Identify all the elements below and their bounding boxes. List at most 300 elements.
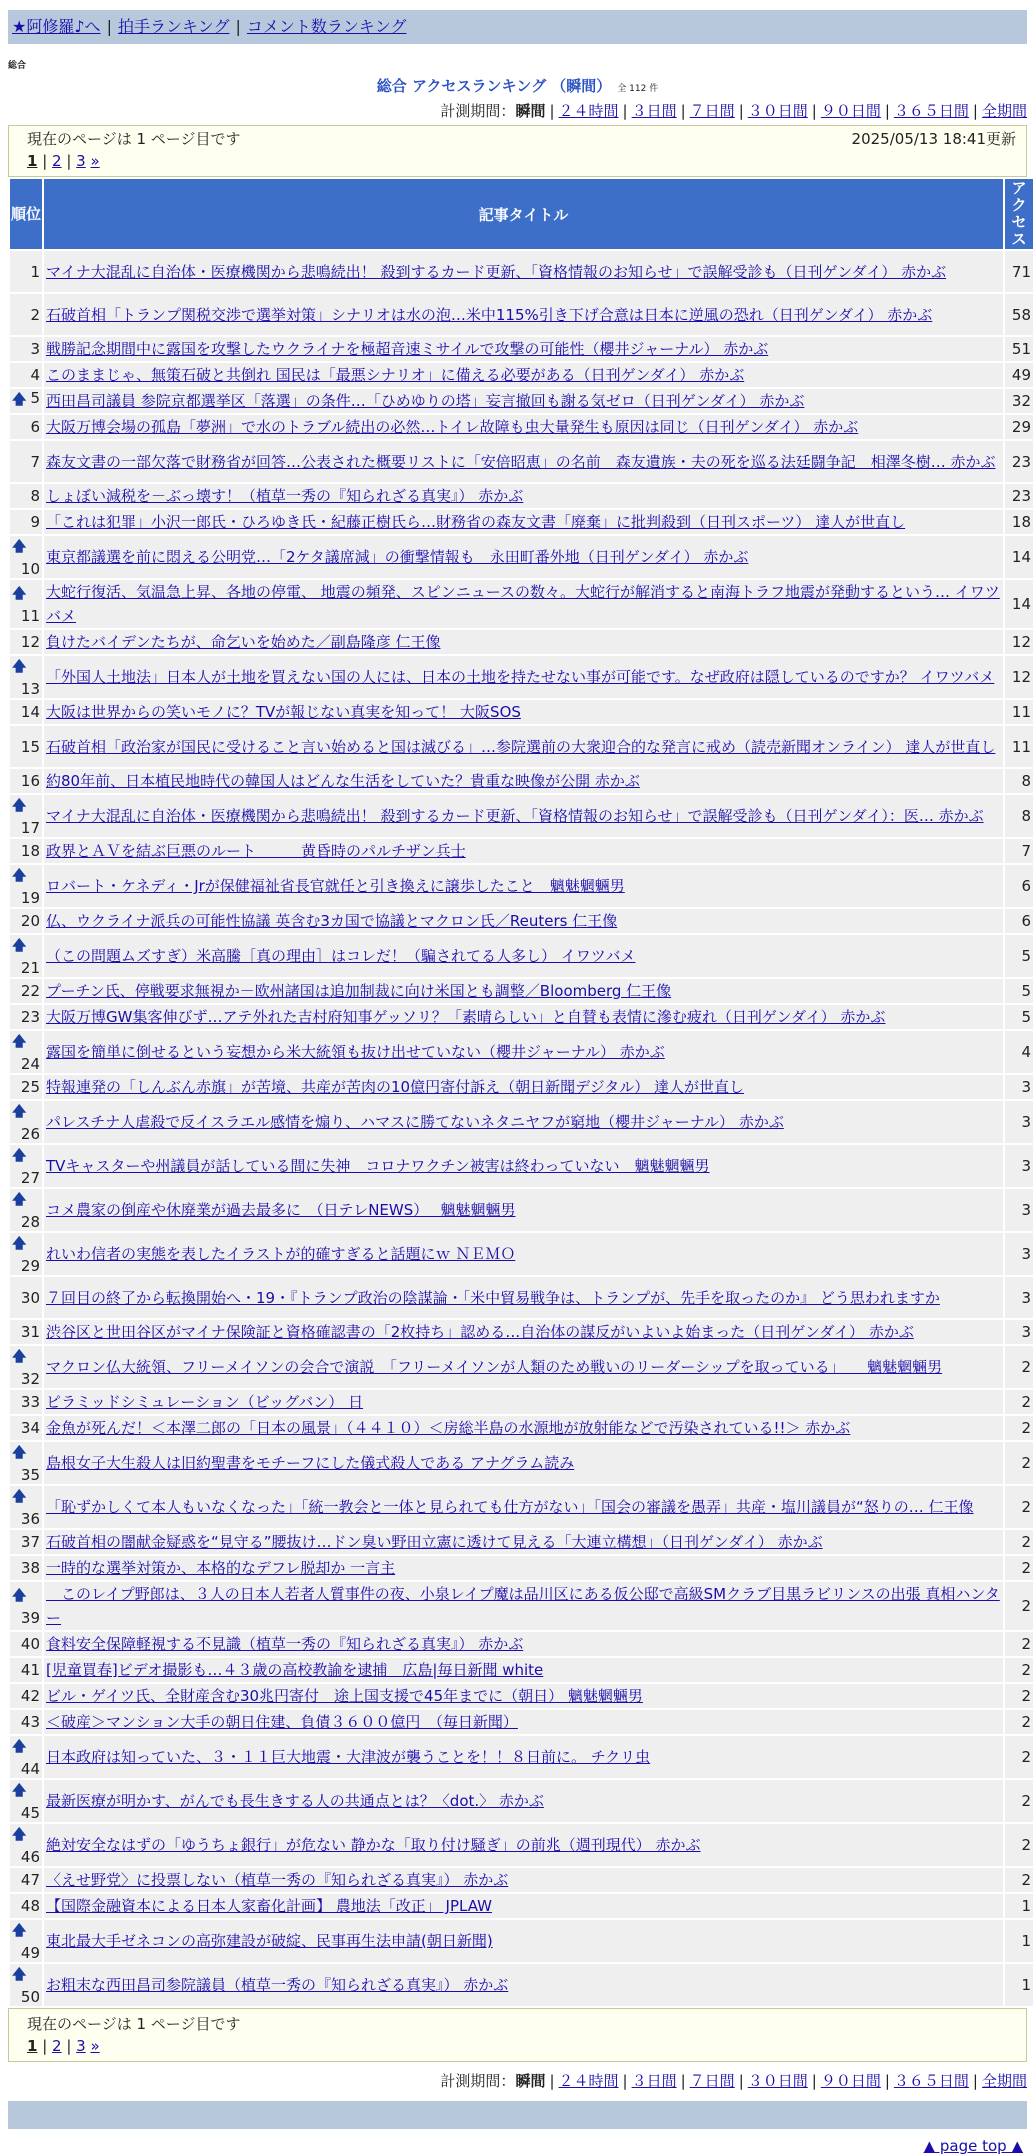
- rank-number: 26: [20, 1125, 40, 1143]
- rank-number: 40: [20, 1635, 40, 1653]
- rank-cell: [10, 1824, 42, 1866]
- rank-up-arrow-icon: 🡅: [12, 938, 27, 954]
- rank-up-arrow-icon: 🡅: [12, 586, 27, 602]
- table-row: [10, 484, 1033, 508]
- article-link[interactable]: コメ農家の倒産や休廃業が過去最多に （日テレNEWS） 魑魅魍魎男: [46, 1201, 516, 1219]
- article-link[interactable]: 日本政府は知っていた、３・１１巨大地震・大津波が襲うことを！！８日前に。 チクリ虫: [46, 1748, 651, 1766]
- article-link[interactable]: マイナ大混乱に自治体・医療機関から悲鳴続出！ 殺到するカード更新、「資格情報のお知らせ」で誤解受診も（日刊ゲンダイ）：医… 赤かぶ: [46, 807, 984, 825]
- article-link[interactable]: 大蛇行復活、気温急上昇、各地の停電、 地震の頻発、スピンニュースの数々。大蛇行が解消すると南海トラフ地震が発動するという… イワツバメ: [46, 583, 1000, 625]
- rank-number: 2: [30, 305, 40, 324]
- table-row: [10, 363, 1033, 387]
- rank-up-arrow-icon: 🡅: [12, 1445, 27, 1461]
- rank-number: 27: [20, 1169, 40, 1187]
- period-option-link[interactable]: ３０日間: [747, 102, 808, 120]
- rank-cell: [10, 1277, 42, 1318]
- rank-cell: [10, 1320, 42, 1344]
- table-row: [10, 839, 1033, 863]
- comment-ranking-link[interactable]: コメント数ランキング: [246, 17, 407, 36]
- table-row: [10, 726, 1033, 767]
- article-link[interactable]: 〈えせ野党〉に投票しない（植草一秀の『知られざる真実』） 赤かぶ: [46, 1871, 509, 1889]
- page-top-row: [0, 2137, 1023, 2155]
- access-count: 5: [1005, 1005, 1033, 1029]
- article-link[interactable]: ビル・ゲイツ氏、全財産含む30兆円寄付 途上国支援で45年までに（朝日） 魑魅魍魎男: [46, 1687, 643, 1705]
- title-cell: [44, 1005, 1003, 1029]
- period-option-link[interactable]: ３６５日間: [893, 2072, 969, 2090]
- period-active: 瞬間: [515, 2072, 546, 2090]
- title-cell: [44, 1189, 1003, 1231]
- rank-number: 21: [20, 959, 40, 977]
- article-link[interactable]: 石破首相「政治家が国民に受けること言い始めると国は滅びる」…参院選前の大衆迎合的な発言に戒め（読売新聞オンライン） 達人が世直し: [46, 737, 996, 756]
- page-info-box-bottom: [8, 2008, 1027, 2062]
- title-cell: [44, 1868, 1003, 1892]
- rank-up-arrow-icon: 🡅: [12, 539, 27, 555]
- period-option-link[interactable]: 全期間: [981, 102, 1027, 120]
- rank-cell: [10, 1145, 42, 1187]
- pager-current-page: 1: [27, 2037, 38, 2055]
- access-count: 7: [1005, 839, 1033, 863]
- rank-number: 16: [20, 772, 40, 790]
- pager-page-link[interactable]: 3: [76, 2037, 86, 2055]
- rank-number: 14: [20, 703, 40, 721]
- table-row: [10, 630, 1033, 654]
- table-row: [10, 1658, 1033, 1682]
- pager-separator: |: [37, 2037, 53, 2055]
- title-cell: [44, 1390, 1003, 1414]
- article-link[interactable]: マクロン仏大統領、フリーメイソンの会合で演説 「フリーメイソンが人類のため戦いのリーダーシップを取っている」 魑魅魍魎男: [46, 1358, 943, 1376]
- pager-separator: |: [61, 152, 77, 170]
- table-row: [10, 389, 1033, 413]
- article-link[interactable]: 絶対安全なはずの「ゆうちょ銀行」が危ない 静かな「取り付け騒ぎ」の前兆（週刊現代） 赤かぶ: [46, 1836, 701, 1854]
- pager-next-link[interactable]: »: [90, 2037, 100, 2055]
- table-row: [10, 865, 1033, 907]
- rank-number: 20: [20, 912, 40, 930]
- rank-cell: [10, 839, 42, 863]
- table-row: [10, 1868, 1033, 1892]
- rank-cell: [10, 1556, 42, 1580]
- access-count: 12: [1005, 630, 1033, 654]
- title-cell: [44, 1582, 1003, 1630]
- rank-number: 29: [20, 1257, 40, 1275]
- article-link[interactable]: パレスチナ人虐殺で反イスラエル感情を煽り、ハマスに勝てないネタニヤフが窮地（櫻井ジャーナル） 赤かぶ: [46, 1113, 784, 1131]
- title-cell: [44, 536, 1003, 578]
- table-row: [10, 294, 1033, 335]
- access-count: 2: [1005, 1416, 1033, 1440]
- period-separator: |: [972, 102, 978, 120]
- period-active: 瞬間: [515, 102, 546, 120]
- rank-cell: [10, 630, 42, 654]
- rank-cell: [10, 769, 42, 793]
- rank-number: 35: [20, 1466, 40, 1484]
- title-cell: [44, 1416, 1003, 1440]
- period-option-link[interactable]: 全期間: [981, 2072, 1027, 2090]
- article-link[interactable]: [児童買春]ビデオ撮影も…４３歳の高校教諭を逮捕 広島|毎日新聞 white: [46, 1661, 544, 1679]
- rank-cell: [10, 1486, 42, 1528]
- article-link[interactable]: ＜破産＞マンション大手の朝日住建、負債３６００億円 （毎日新聞）: [46, 1713, 518, 1731]
- rank-number: 3: [30, 340, 40, 358]
- rank-number: 25: [20, 1078, 40, 1096]
- title-cell: [44, 726, 1003, 767]
- rank-number: 30: [20, 1288, 40, 1307]
- access-count: 23: [1005, 484, 1033, 508]
- access-count: 71: [1005, 251, 1033, 292]
- article-link[interactable]: 金魚が死んだ！＜本澤二郎の「日本の風景」（４４１０）＜房総半島の水源地が放射能などで汚染されている!!＞ 赤かぶ: [46, 1419, 851, 1437]
- access-count: 23: [1005, 441, 1033, 482]
- ranking-table: [8, 177, 1035, 2008]
- pager-page-link[interactable]: 2: [52, 2037, 62, 2055]
- article-link[interactable]: ロバート・ケネディ・Jrが保健福祉省長官就任と引き換えに譲歩したこと 魑魅魍魎男: [46, 877, 625, 895]
- rank-cell: [10, 1390, 42, 1414]
- rank-cell: [10, 1442, 42, 1484]
- period-separator: |: [549, 2072, 555, 2090]
- page-top-link[interactable]: ▲ page top ▲: [923, 2137, 1023, 2155]
- article-link[interactable]: 最新医療が明かす、がんでも長生きする人の共通点とは？〈dot.〉 赤かぶ: [46, 1792, 544, 1810]
- period-separator: |: [738, 2072, 744, 2090]
- rank-up-arrow-icon: 🡅: [12, 1588, 27, 1604]
- title-cell: [44, 1920, 1003, 1962]
- rank-number: 37: [20, 1533, 40, 1551]
- table-row: [10, 1101, 1033, 1143]
- article-link[interactable]: 負けたバイデンたちが、命乞いを始めた／副島隆彦 仁王像: [46, 633, 441, 651]
- title-cell: [44, 1658, 1003, 1682]
- access-count: 8: [1005, 795, 1033, 837]
- article-link[interactable]: 仏、ウクライナ派兵の可能性協議 英含む3カ国で協議とマクロン氏／Reuters 仁王像: [46, 912, 618, 930]
- rank-cell: [10, 1964, 42, 2006]
- rank-number: 12: [20, 633, 40, 651]
- table-row: [10, 510, 1033, 534]
- period-separator: |: [884, 2072, 890, 2090]
- table-row: [10, 795, 1033, 837]
- access-count: 6: [1005, 909, 1033, 933]
- period-label: 計測期間：: [440, 102, 516, 120]
- rank-cell: [10, 580, 42, 628]
- period-option-link[interactable]: ３日間: [631, 102, 677, 120]
- access-count: 3: [1005, 1145, 1033, 1187]
- rank-cell: [10, 536, 42, 578]
- period-option-link[interactable]: ３６５日間: [893, 102, 969, 120]
- title-cell: [44, 441, 1003, 482]
- top-nav-bar: [8, 10, 1027, 44]
- title-cell: [44, 1145, 1003, 1187]
- rank-up-arrow-icon: 🡅: [12, 1783, 27, 1799]
- rank-number: 46: [20, 1848, 40, 1866]
- rank-cell: [10, 1005, 42, 1029]
- table-row: [10, 1920, 1033, 1962]
- table-row: [10, 1075, 1033, 1099]
- rank-cell: [10, 700, 42, 724]
- title-cell: [44, 294, 1003, 335]
- article-link[interactable]: 食料安全保障軽視する不見識（植草一秀の『知られざる真実』） 赤かぶ: [46, 1635, 524, 1653]
- article-link[interactable]: 約80年前、日本植民地時代の韓国人はどんな生活をしていた？貴重な映像が公開 赤かぶ: [46, 772, 640, 790]
- bottom-bar: [8, 2101, 1027, 2129]
- rank-number: 15: [20, 737, 40, 756]
- period-option-link[interactable]: ７日間: [689, 102, 735, 120]
- rank-cell: [10, 251, 42, 292]
- title-cell: [44, 1530, 1003, 1554]
- rank-cell: [10, 1632, 42, 1656]
- rank-cell: [10, 726, 42, 767]
- title-cell: [44, 865, 1003, 907]
- table-row: [10, 251, 1033, 292]
- rank-number: 48: [20, 1897, 40, 1915]
- applause-ranking-link[interactable]: 拍手ランキング: [117, 17, 230, 36]
- title-cell: [44, 1964, 1003, 2006]
- pager-next-link[interactable]: »: [90, 152, 100, 170]
- title-cell: [44, 630, 1003, 654]
- article-link[interactable]: 「これは犯罪」小沢一郎氏・ひろゆき氏・紀藤正樹氏ら…財務省の森友文書「廃棄」に批判殺到（日刊スポーツ） 達人が世直し: [46, 513, 906, 531]
- article-link[interactable]: 一時的な選挙対策か、本格的なデフレ脱却か 一言主: [46, 1559, 396, 1577]
- rank-number: 9: [30, 513, 40, 531]
- pagination-bottom: [9, 2035, 1026, 2061]
- access-count: 4: [1005, 1031, 1033, 1073]
- rank-number: 4: [30, 366, 40, 384]
- article-link[interactable]: 【国際金融資本による日本人家畜化計画】 農地法「改正」 JPLAW: [46, 1897, 492, 1915]
- period-separator: |: [738, 102, 744, 120]
- rank-cell: [10, 1233, 42, 1275]
- rank-cell: [10, 1894, 42, 1918]
- rank-number: 28: [20, 1213, 40, 1231]
- table-row: [10, 1031, 1033, 1073]
- table-row: [10, 415, 1033, 439]
- rank-cell: [10, 1684, 42, 1708]
- rank-cell: [10, 909, 42, 933]
- access-count: 3: [1005, 1075, 1033, 1099]
- rank-number: 1: [30, 262, 40, 281]
- article-link[interactable]: 「外国人土地法」日本人が土地を買えない国の人には、日本の土地を持たせない事が可能です。なぜ政府は隠しているのですか？ イワツバメ: [46, 668, 995, 686]
- access-count: 3: [1005, 1277, 1033, 1318]
- article-link[interactable]: 「恥ずかしくて本人もいなくなった」「統一教会と一体と見られても仕方がない」「国会の審議を愚弄」共産・塩川議員が“怒りの… 仁王像: [46, 1498, 974, 1516]
- rank-number: 45: [20, 1804, 40, 1822]
- period-label: 計測期間：: [440, 2072, 516, 2090]
- table-row: [10, 1486, 1033, 1528]
- title-cell: [44, 909, 1003, 933]
- rank-number: 23: [20, 1008, 40, 1026]
- rank-cell: [10, 1346, 42, 1388]
- rank-cell: [10, 1416, 42, 1440]
- table-row: [10, 1233, 1033, 1275]
- access-count: 32: [1005, 389, 1033, 413]
- rank-number: 32: [20, 1370, 40, 1388]
- article-link[interactable]: れいわ信者の実態を表したイラストが的確すぎると話題にｗ ＮＥＭＯ: [46, 1245, 516, 1263]
- rank-cell: [10, 389, 42, 413]
- table-row: [10, 1442, 1033, 1484]
- access-count: 11: [1005, 726, 1033, 767]
- article-link[interactable]: 東京都議選を前に悶える公明党…「2ケタ議席減」の衝撃情報も 永田町番外地（日刊ゲンダイ） 赤かぶ: [46, 548, 749, 566]
- access-count: 1: [1005, 1964, 1033, 2006]
- rank-number: 36: [20, 1510, 40, 1528]
- title-cell: [44, 700, 1003, 724]
- access-count: 3: [1005, 1233, 1033, 1275]
- article-link[interactable]: TVキャスターや州議員が話している間に失神 コロナワクチン被害は終わっていない 魑魅魍魎男: [46, 1157, 710, 1175]
- title-cell: [44, 1684, 1003, 1708]
- title-cell: [44, 795, 1003, 837]
- pager-page-link[interactable]: 2: [52, 152, 62, 170]
- article-link[interactable]: 石破首相の闇献金疑惑を“見守る”腰抜け…ドン臭い野田立憲に透けて見える「大連立構想」（日刊ゲンダイ） 赤かぶ: [46, 1533, 823, 1551]
- title-cell: [44, 1075, 1003, 1099]
- title-cell: [44, 1320, 1003, 1344]
- period-option-link[interactable]: ９０日間: [820, 102, 881, 120]
- article-link[interactable]: 東北最大手ゼネコンの高弥建設が破綻、民事再生法申請(朝日新聞): [46, 1932, 493, 1950]
- rank-number: 18: [20, 842, 40, 860]
- article-link[interactable]: 大阪は世界からの笑いモノに？TVが報じない真実を知って！ 大阪SOS: [46, 703, 521, 721]
- access-count: 2: [1005, 1736, 1033, 1778]
- pager-current-page: 1: [27, 152, 38, 170]
- period-option-link[interactable]: ２４時間: [558, 2072, 619, 2090]
- rank-number: 22: [20, 982, 40, 1000]
- period-separator: |: [972, 2072, 978, 2090]
- rank-number: 11: [20, 607, 40, 625]
- table-row: [10, 1736, 1033, 1778]
- page-info-box: [8, 125, 1027, 177]
- table-row: [10, 656, 1033, 698]
- table-row: [10, 1556, 1033, 1580]
- period-option-link[interactable]: ９０日間: [820, 2072, 881, 2090]
- article-link[interactable]: 特報連発の「しんぶん赤旗」が苦境、共産が苦肉の10億円寄付訴え（朝日新聞デジタル） 達人が世直し: [46, 1078, 744, 1096]
- title-cell: [44, 1632, 1003, 1656]
- period-separator: |: [680, 102, 686, 120]
- title-cell: [44, 484, 1003, 508]
- rank-cell: [10, 1031, 42, 1073]
- rank-cell: [10, 1868, 42, 1892]
- rank-number: 41: [20, 1661, 40, 1679]
- access-count: 2: [1005, 1346, 1033, 1388]
- article-link[interactable]: 島根女子大生殺人は旧約聖書をモチーフにした儀式殺人である アナグラム読み: [46, 1454, 575, 1472]
- table-row: [10, 1894, 1033, 1918]
- title-cell: [44, 337, 1003, 361]
- article-link[interactable]: 渋谷区と世田谷区がマイナ保険証と資格確認書の「2枚持ち」認める…自治体の謀反がいよいよ始まった（日刊ゲンダイ） 赤かぶ: [46, 1323, 914, 1341]
- article-link[interactable]: 森友文書の一部欠落で財務省が回答…公表された概要リストに「安倍昭恵」の名前 森友遺族・夫の死を巡る法廷闘争記 相澤冬樹… 赤かぶ: [46, 452, 996, 471]
- period-option-link[interactable]: ３日間: [631, 2072, 677, 2090]
- article-link[interactable]: しょぼい減税を－ぶっ壊す！（植草一秀の『知られざる真実』） 赤かぶ: [46, 487, 524, 505]
- table-row: [10, 1530, 1033, 1554]
- updated-timestamp: 2025/05/13 18:41更新: [851, 130, 1016, 148]
- period-selector-top: [0, 100, 1027, 121]
- access-count: 14: [1005, 580, 1033, 628]
- rank-number: 49: [20, 1944, 40, 1962]
- rank-cell: [10, 1101, 42, 1143]
- rank-number: 44: [20, 1760, 40, 1778]
- article-link[interactable]: このレイプ野郎は、３人の日本人若者人質事件の夜、小泉レイプ魔は品川区にある仮公邸で高級SMクラブ目黒ラビリンスの出張 真相ハンター: [46, 1585, 1000, 1627]
- article-link[interactable]: 石破首相「トランプ関税交渉で選挙対策」シナリオは水の泡…米中115%引き下げ合意は日本に逆風の恐れ（日刊ゲンダイ） 赤かぶ: [46, 305, 933, 324]
- article-link[interactable]: 露国を簡単に倒せるという妄想から米大統領も抜け出せていない（櫻井ジャーナル） 赤かぶ: [46, 1043, 665, 1061]
- rank-up-arrow-icon: 🡅: [12, 798, 27, 814]
- table-row: [10, 1416, 1033, 1440]
- table-row: [10, 1390, 1033, 1414]
- article-link[interactable]: 大阪万博会場の孤島「夢洲」で水のトラブル続出の必然…トイレ故障も虫大量発生も原因は同じ（日刊ゲンダイ） 赤かぶ: [46, 418, 859, 436]
- article-link[interactable]: ピラミッドシミュレーション（ビッグバン） 日: [46, 1393, 364, 1411]
- article-link[interactable]: 政界とＡＶを結ぶ巨悪のルート 黄昏時のパルチザン兵士: [46, 842, 466, 860]
- rank-number: 47: [20, 1871, 40, 1889]
- period-separator: |: [811, 2072, 817, 2090]
- table-row: [10, 909, 1033, 933]
- article-link[interactable]: 大阪万博GW集客伸びず…アテ外れた吉村府知事ゲッソリ？「素晴らしい」と自賛も表情に滲む疲れ（日刊ゲンダイ） 赤かぶ: [46, 1008, 886, 1026]
- rank-number: 7: [30, 452, 40, 471]
- access-count: 5: [1005, 935, 1033, 977]
- access-count: 2: [1005, 1868, 1033, 1892]
- rank-cell: [10, 1582, 42, 1630]
- article-link[interactable]: （この問題ムズすぎ）米高騰［真の理由］はコレだ！（騙されてる人多し） イワツバメ: [46, 947, 636, 965]
- article-link[interactable]: 戦勝記念期間中に露国を攻撃したウクライナを極超音速ミサイルで攻撃の可能性（櫻井ジャーナル） 赤かぶ: [46, 340, 769, 358]
- title-cell: [44, 1736, 1003, 1778]
- table-row: [10, 1189, 1033, 1231]
- table-row: [10, 1145, 1033, 1187]
- period-selector-bottom: [0, 2070, 1027, 2091]
- title-cell: [44, 979, 1003, 1003]
- article-link[interactable]: マイナ大混乱に自治体・医療機関から悲鳴続出！ 殺到するカード更新、「資格情報のお知らせ」で誤解受診も（日刊ゲンダイ） 赤かぶ: [46, 262, 947, 281]
- access-count: 8: [1005, 769, 1033, 793]
- rank-cell: [10, 484, 42, 508]
- rank-up-arrow-icon: 🡅: [12, 1827, 27, 1843]
- rank-cell: [10, 294, 42, 335]
- rank-number: 24: [20, 1055, 40, 1073]
- article-link[interactable]: ７回目の終了から転換開始へ・19・『トランプ政治の陰謀論・「米中貿易戦争は、トランプが、先手を取ったのか』 どう思われますか: [46, 1288, 940, 1307]
- title-cell: [44, 1346, 1003, 1388]
- pagination-top: [9, 150, 1026, 176]
- rank-cell: [10, 441, 42, 482]
- ranking-title-row: [0, 75, 1035, 96]
- access-count: 3: [1005, 1189, 1033, 1231]
- rank-number: 50: [20, 1988, 40, 2006]
- rank-cell: [10, 415, 42, 439]
- article-link[interactable]: お粗末な西田昌司参院議員（植草一秀の『知られざる真実』） 赤かぶ: [46, 1976, 509, 1994]
- access-count: 2: [1005, 1658, 1033, 1682]
- pager-separator: |: [61, 2037, 77, 2055]
- title-cell: [44, 656, 1003, 698]
- pager-page-link[interactable]: 3: [76, 152, 86, 170]
- access-count: 6: [1005, 865, 1033, 907]
- table-row: [10, 536, 1033, 578]
- rank-number: 17: [20, 819, 40, 837]
- period-separator: |: [622, 102, 628, 120]
- title-cell: [44, 1233, 1003, 1275]
- article-link[interactable]: このままじゃ、無策石破と共倒れ 国民は「最悪シナリオ」に備える必要がある（日刊ゲンダイ） 赤かぶ: [46, 366, 745, 384]
- title-cell: [44, 1894, 1003, 1918]
- rank-number: 13: [20, 680, 40, 698]
- table-row: [10, 979, 1033, 1003]
- rank-up-arrow-icon: 🡅: [12, 1104, 27, 1120]
- current-page-text: 現在のページは 1 ページ目です: [27, 130, 241, 148]
- title-cell: [44, 1031, 1003, 1073]
- table-row: [10, 1824, 1033, 1866]
- period-separator: |: [549, 102, 555, 120]
- period-option-link[interactable]: ３０日間: [747, 2072, 808, 2090]
- rank-cell: [10, 1920, 42, 1962]
- access-count: 58: [1005, 294, 1033, 335]
- article-link[interactable]: プーチン氏、停戦要求無視か－欧州諸国は追加制裁に向け米国とも調整／Bloomberg 仁王像: [46, 982, 672, 1000]
- asyura-home-link[interactable]: ★阿修羅♪へ: [12, 17, 101, 36]
- article-link[interactable]: 西田昌司議員 参院京都選挙区「落選」の条件…「ひめゆりの塔」妄言撤回も謝る気ゼロ（日刊ゲンダイ） 赤かぶ: [46, 392, 805, 410]
- title-cell: [44, 1824, 1003, 1866]
- rank-column-header: 順位: [10, 179, 42, 249]
- period-option-link[interactable]: ７日間: [689, 2072, 735, 2090]
- table-row: [10, 441, 1033, 482]
- rank-up-arrow-icon: 🡅: [12, 1148, 27, 1164]
- pager-separator: |: [37, 152, 53, 170]
- period-separator: |: [622, 2072, 628, 2090]
- title-cell: [44, 1486, 1003, 1528]
- rank-number: 38: [20, 1559, 40, 1577]
- access-count: 18: [1005, 510, 1033, 534]
- access-count: 2: [1005, 1710, 1033, 1734]
- rank-cell: [10, 865, 42, 907]
- period-option-link[interactable]: ２４時間: [558, 102, 619, 120]
- rank-cell: [10, 1736, 42, 1778]
- rank-number: 8: [30, 487, 40, 505]
- access-count: 2: [1005, 1684, 1033, 1708]
- total-count: 全 112 件: [617, 84, 659, 94]
- rank-cell: [10, 656, 42, 698]
- table-row: [10, 1684, 1033, 1708]
- rank-number: 43: [20, 1713, 40, 1731]
